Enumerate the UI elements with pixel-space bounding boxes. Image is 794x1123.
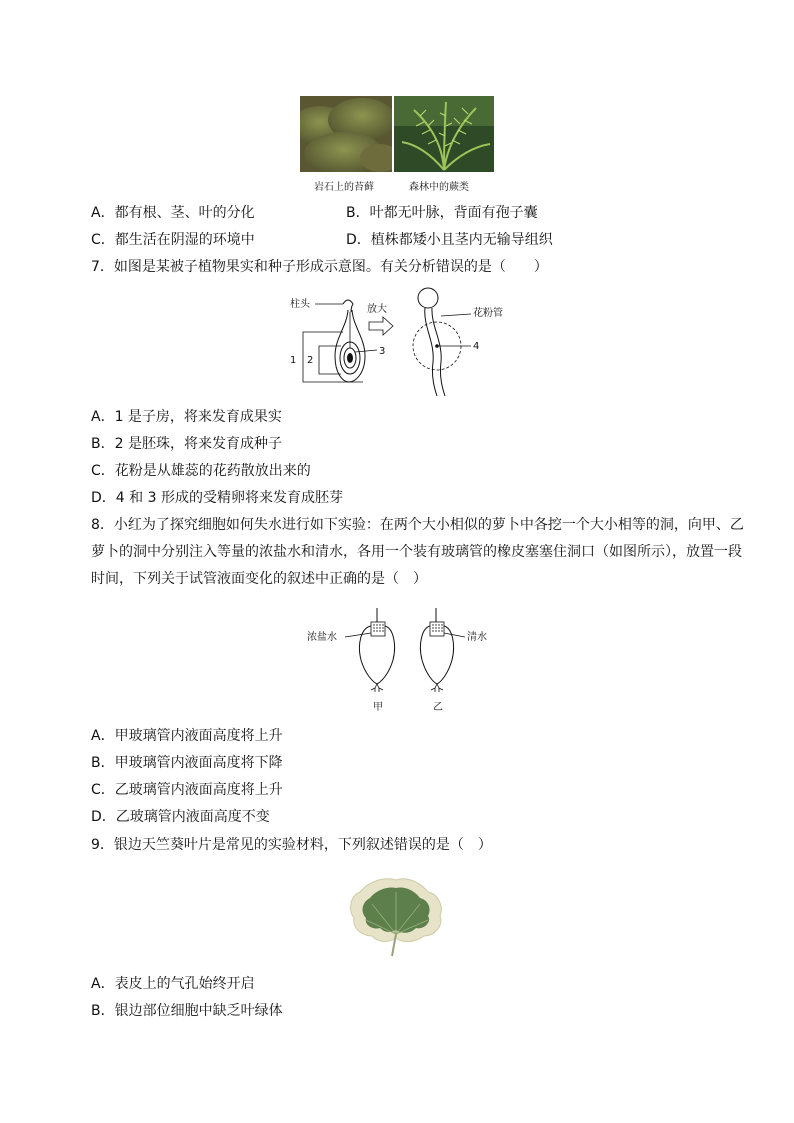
q8-option-b: B．甲玻璃管内液面高度将下降 [91, 755, 283, 771]
jia-label: 甲 [373, 702, 383, 713]
label-4: 4 [473, 341, 480, 352]
q8-radish-diagram [305, 606, 505, 714]
q9-stem: 9．银边天竺葵叶片是常见的实验材料，下列叙述错误的是（ ） [91, 837, 492, 853]
label-3: 3 [379, 346, 386, 357]
q7-flower-diagram [285, 286, 510, 398]
q6-option-a: A．都有根、茎、叶的分化 [91, 205, 255, 221]
moss-caption: 岩石上的苔藓 [314, 182, 374, 193]
fern-caption: 森林中的蕨类 [409, 182, 469, 193]
q8-stem-line-3: 时间，下列关于试管液面变化的叙述中正确的是（ ） [91, 571, 427, 587]
q7-option-d: D．4 和 3 形成的受精卵将来发育成胚芽 [91, 490, 343, 506]
q7-option-b: B．2 是胚珠，将来发育成种子 [91, 436, 282, 452]
q6-option-b: B．叶都无叶脉，背面有孢子囊 [346, 205, 538, 221]
q8-option-a: A．甲玻璃管内液面高度将上升 [91, 728, 283, 744]
q6-option-d: D．植株都矮小且茎内无输导组织 [346, 232, 553, 248]
q7-option-c: C．花粉是从雄蕊的花药散放出来的 [91, 463, 311, 479]
q8-stem-line-2: 萝卜的洞中分别注入等量的浓盐水和清水，各用一个装有玻璃管的橡皮塞塞住洞口（如图所示），放置一段 [91, 544, 742, 560]
q7-option-a: A．1 是子房，将来发育成果实 [91, 409, 282, 425]
label-2: 2 [307, 355, 314, 366]
q6-option-c: C．都生活在阴湿的环境中 [91, 232, 255, 248]
q9-option-a: A．表皮上的气孔始终开启 [91, 976, 255, 992]
pollen-tube-label: 花粉管 [473, 308, 503, 319]
q8-option-d: D．乙玻璃管内液面高度不变 [91, 809, 270, 825]
q9-option-b: B．银边部位细胞中缺乏叶绿体 [91, 1003, 283, 1019]
geranium-leaf-image [344, 874, 448, 958]
label-1: 1 [290, 355, 297, 366]
q8-option-c: C．乙玻璃管内液面高度将上升 [91, 782, 283, 798]
q7-stem: 7．如图是某被子植物果实和种子形成示意图。有关分析错误的是（ ） [91, 259, 548, 275]
salt-water-label: 浓盐水 [307, 632, 337, 643]
q8-stem-line-1: 8．小红为了探究细胞如何失水进行如下实验：在两个大小相似的萝卜中各挖一个大小相等的洞，向甲、乙 [91, 517, 744, 533]
moss-photo [300, 96, 392, 172]
clear-water-label: 清水 [467, 632, 487, 643]
yi-label: 乙 [433, 702, 443, 713]
zoom-label: 放大 [367, 304, 387, 315]
fern-photo [394, 96, 494, 172]
stigma-label: 柱头 [290, 299, 310, 310]
